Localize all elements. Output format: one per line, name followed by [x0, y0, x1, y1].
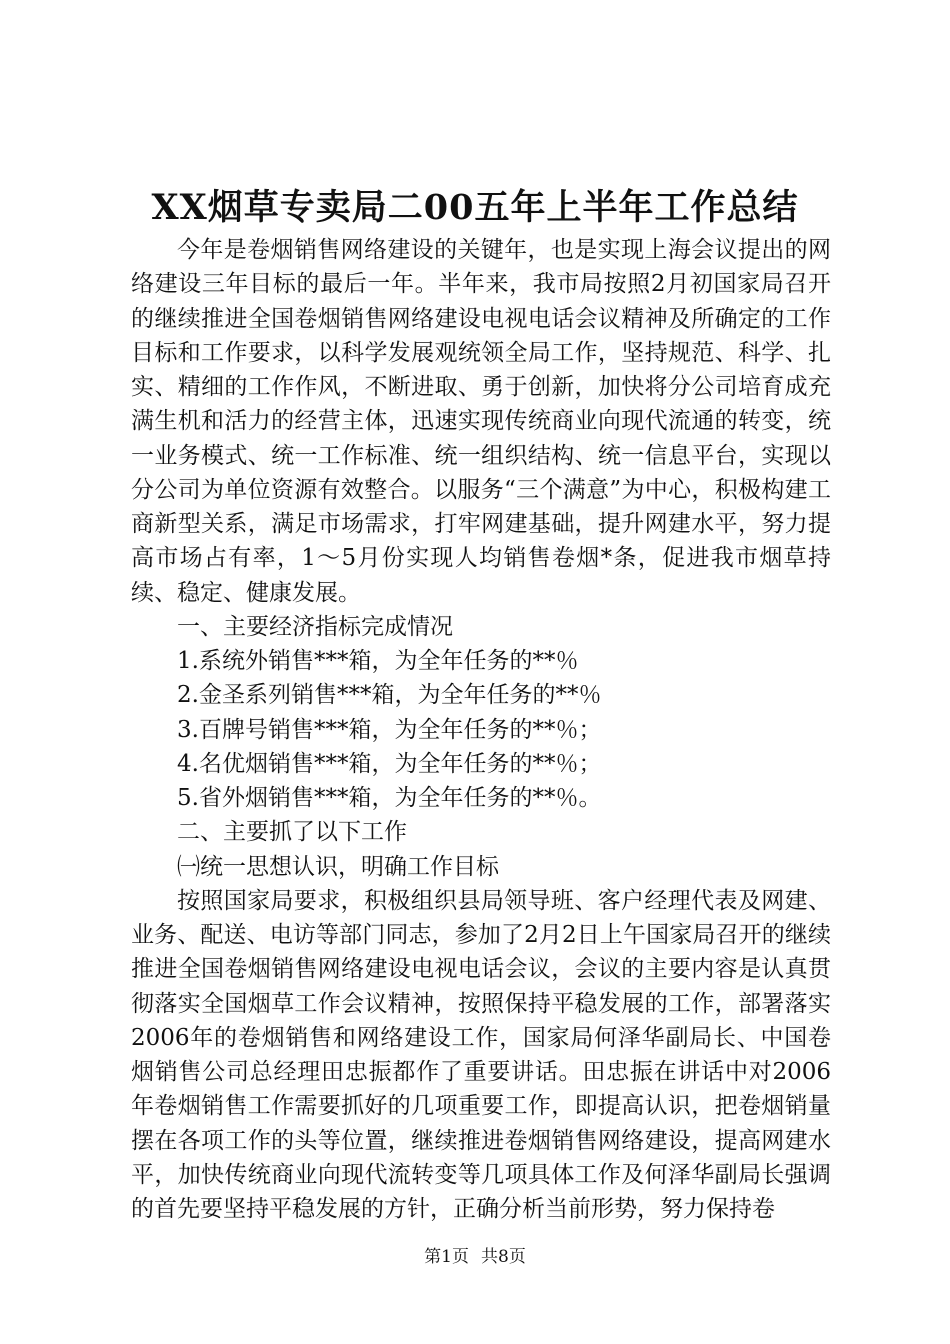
page-total: 共8页: [481, 1247, 526, 1267]
document-body: [131, 233, 831, 1226]
intro-paragraph: 今年是卷烟销售网络建设的关键年，也是实现上海会议提出的网络建设三年目标的最后一年。半年来，我市局按照2月初国家局召开的继续推进全国卷烟销售网络建设电视电话会议精神及所确定的工作目标和工作要求，以科学发展观统领全局工作，坚持规范、科学、扎实、精细的工作作风，不断进取、勇于创新，加快将分公司培育成充满生机和活力的经营主体，迅速实现传统商业向现代流通的转变，统一业务模式、统一工作标准、统一组织结构、统一信息平台，实现以分公司为单位资源有效整合。以服务“三个满意”为中心，积极构建工商新型关系，满足市场需求，打牢网建基础，提升网建水平，努力提高市场占有率，1～5月份实现人均销售卷烟*条，促进我市烟草持续、稳定、健康发展。: [131, 237, 831, 606]
body-paragraph: 按照国家局要求，积极组织县局领导班、客户经理代表及网建、业务、配送、电访等部门同志，参加了2月2日上午国家局召开的继续推进全国卷烟销售网络建设电视电话会议，会议的主要内容是认真贯彻落实全国烟草工作会议精神，按照保持平稳发展的工作，部署落实2006年的卷烟销售和网络建设工作，国家局何泽华副局长、中国卷烟销售公司总经理田忠振都作了重要讲话。田忠振在讲话中对2006年卷烟销售工作需要抓好的几项重要工作，即提高认识，把卷烟销量摆在各项工作的头等位置，继续推进卷烟销售网络建设，提高网建水平，加快传统商业向现代流转变等几项具体工作及何泽华副局长强调的首先要坚持平稳发展的方针，正确分析当前形势，努力保持卷: [131, 887, 831, 1222]
list-item: 3.百牌号销售***箱，为全年任务的**％；: [177, 716, 602, 743]
document-title: XX烟草专卖局二00五年上半年工作总结: [151, 187, 799, 228]
section-heading-1: 一、主要经济指标完成情况: [177, 613, 453, 640]
page-number: 第1页: [424, 1247, 469, 1267]
subsection-heading: ㈠统一思想认识，明确工作目标: [177, 853, 499, 880]
list-item: 1.系统外销售***箱，为全年任务的**％: [177, 648, 579, 674]
page-footer: [0, 1245, 950, 1269]
list-item: 5.省外烟销售***箱，为全年任务的**％。: [177, 785, 602, 811]
list-item: 2.金圣系列销售***箱，为全年任务的**％: [177, 682, 602, 709]
section-heading-2: 二、主要抓了以下工作: [177, 819, 407, 846]
list-item: 4.名优烟销售***箱，为全年任务的**％；: [177, 750, 602, 777]
